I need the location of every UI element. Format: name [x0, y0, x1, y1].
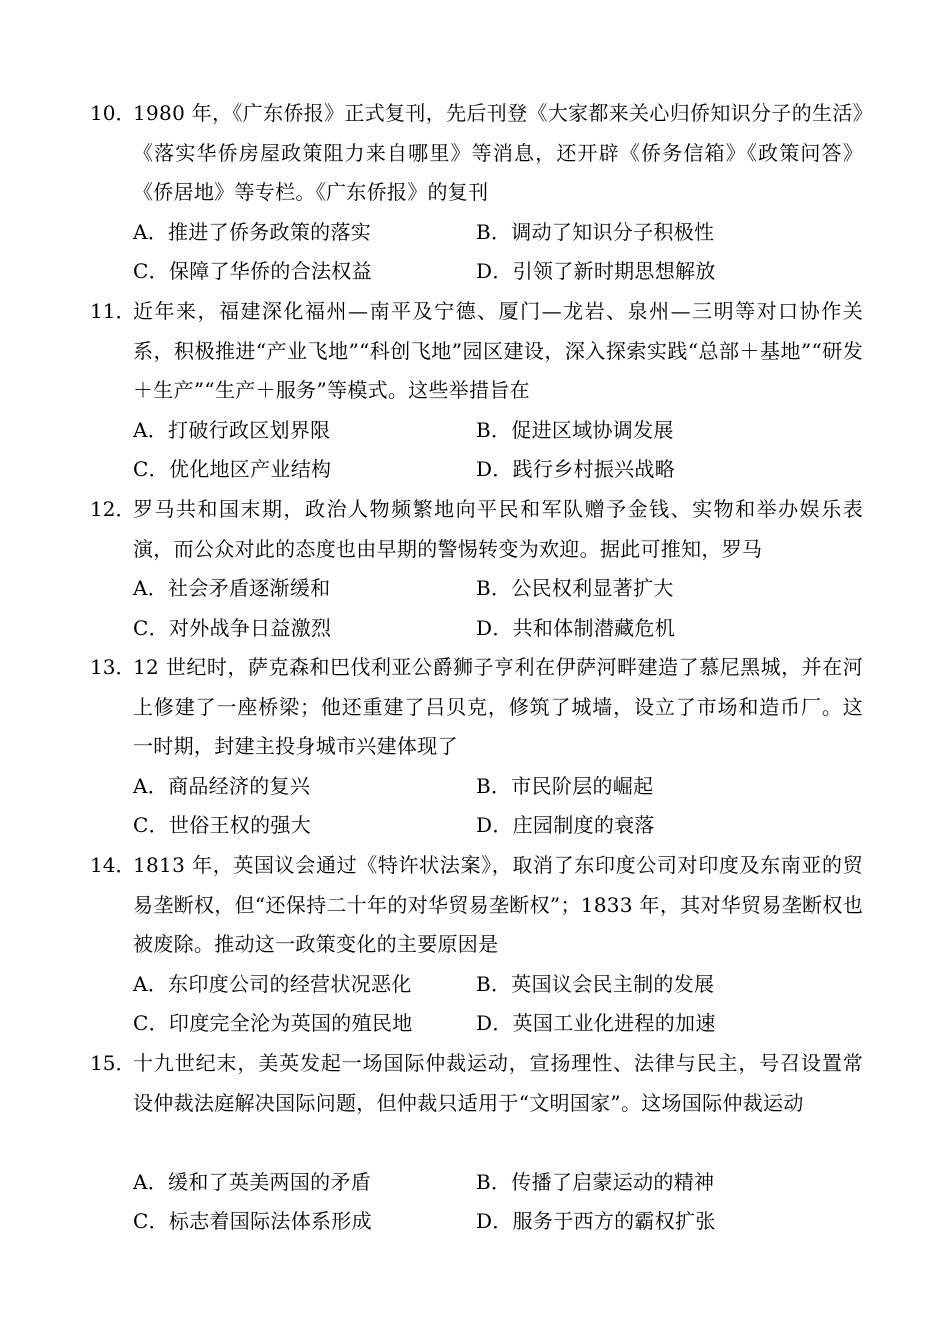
option-b: B．公民权利显著扩大 — [476, 576, 674, 600]
option-a: A．东印度公司的经营状况恶化 — [133, 972, 412, 996]
option-c: C．标志着国际法体系形成 — [133, 1209, 372, 1233]
question-stem: 十九世纪末，美英发起一场国际仲裁运动，宣扬理性、法律与民主，号召设置常设仲裁法庭解决国际问题，但仲裁只适用于“文明国家”。这场国际仲裁运动 — [133, 1051, 863, 1115]
option-b: B．促进区域协调发展 — [476, 418, 674, 442]
question-stem: 1980 年，《广东侨报》正式复刊，先后刊登《大家都来关心归侨知识分子的生活》《落实华侨房屋政策阻力来自哪里》等消息，还开辟《侨务信箱》《政策问答》《侨居地》等专栏。《广东侨报》的复刊 — [133, 101, 863, 205]
option-b: B．市民阶层的崛起 — [476, 774, 654, 798]
option-c: C．保障了华侨的合法权益 — [133, 259, 372, 283]
option-d: D．践行乡村振兴战略 — [476, 457, 676, 481]
question-number: 14． — [90, 853, 136, 877]
option-d: D．英国工业化进程的加速 — [476, 1011, 716, 1035]
question-number: 15． — [90, 1051, 136, 1075]
option-c: C．优化地区产业结构 — [133, 457, 332, 481]
option-c: C．世俗王权的强大 — [133, 813, 312, 837]
question-stem: 12 世纪时，萨克森和巴伐利亚公爵狮子亨利在伊萨河畔建造了慕尼黑城，并在河上修建了一座桥梁；他还重建了吕贝克，修筑了城墙，设立了市场和造币厂。这一时期，封建主投身城市兴建体现了 — [133, 655, 863, 759]
option-a: A．社会矛盾逐渐缓和 — [133, 576, 331, 600]
option-d: D．引领了新时期思想解放 — [476, 259, 716, 283]
option-d: D．庄园制度的衰落 — [476, 813, 655, 837]
question-number: 12． — [90, 497, 136, 521]
option-d: D．服务于西方的霸权扩张 — [476, 1209, 716, 1233]
option-a: A．商品经济的复兴 — [133, 774, 311, 798]
question-number: 11． — [90, 299, 136, 323]
option-a: A．缓和了英美两国的矛盾 — [133, 1170, 372, 1194]
option-c: C．印度完全沦为英国的殖民地 — [133, 1011, 413, 1035]
option-b: B．传播了启蒙运动的精神 — [476, 1170, 715, 1194]
option-b: B．英国议会民主制的发展 — [476, 972, 715, 996]
question-stem: 1813 年，英国议会通过《特许状法案》，取消了东印度公司对印度及东南亚的贸易垄断权，但“还保持二十年的对华贸易垄断权”；1833 年，其对华贸易垄断权也被废除。推动这一政策变化的主要原因是 — [133, 853, 863, 957]
option-b: B．调动了知识分子积极性 — [476, 220, 715, 244]
option-c: C．对外战争日益激烈 — [133, 616, 332, 640]
question-stem: 罗马共和国末期，政治人物频繁地向平民和军队赠予金钱、实物和举办娱乐表演，而公众对此的态度也由早期的警惕转变为欢迎。据此可推知，罗马 — [133, 497, 863, 561]
option-a: A．打破行政区划界限 — [133, 418, 331, 442]
question-number: 10． — [90, 101, 136, 125]
question-number: 13． — [90, 655, 136, 679]
question-stem: 近年来，福建深化福州—南平及宁德、厦门—龙岩、泉州—三明等对口协作关系，积极推进“产业飞地”“科创飞地”园区建设，深入探索实践“总部＋基地”“研发＋生产”“生产＋服务”等模式。这些举措旨在 — [133, 299, 863, 403]
option-a: A．推进了侨务政策的落实 — [133, 220, 372, 244]
option-d: D．共和体制潜藏危机 — [476, 616, 676, 640]
